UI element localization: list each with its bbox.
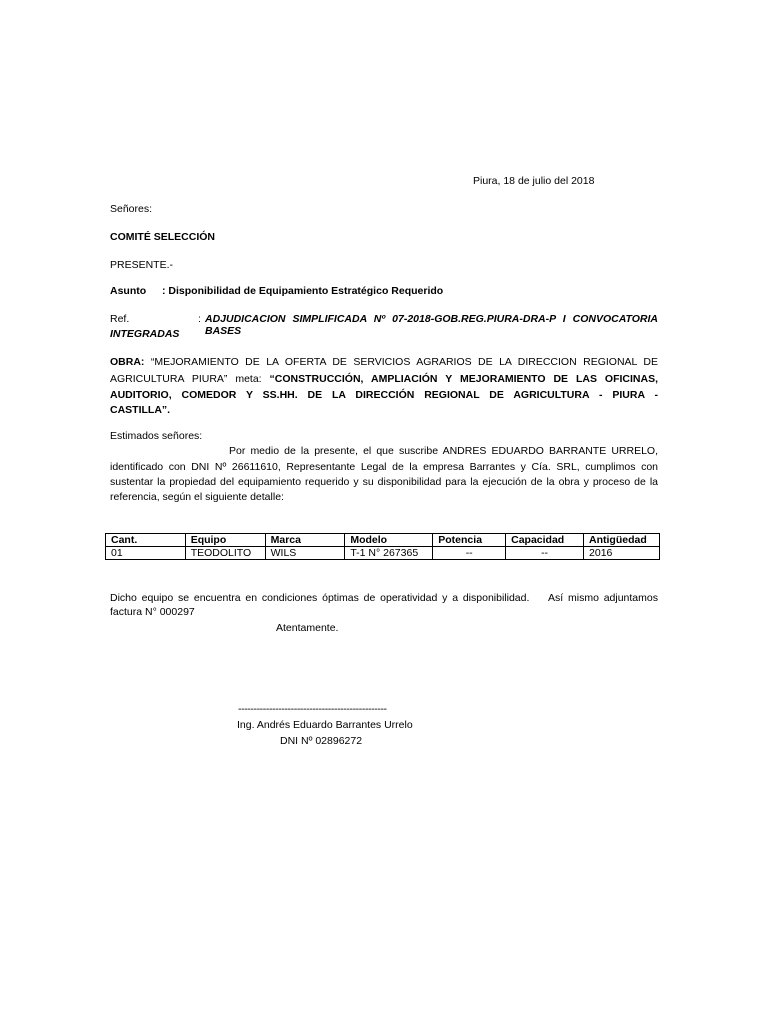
obra-line-1-text: “MEJORAMIENTO DE LA OFERTA DE SERVICIOS AGRARIOS DE LA DIRECCION REGIONAL DE (150, 356, 658, 368)
obra-line-2 (110, 372, 658, 387)
cell-capacidad: -- (506, 547, 584, 560)
obra-line-4: CASTILLA”. (110, 404, 171, 416)
place-date: Piura, 18 de julio del 2018 (473, 175, 595, 187)
signature-line: ------------------------------------------------ (238, 703, 387, 715)
signer-name: Ing. Andrés Eduardo Barrantes Urrelo (237, 719, 413, 731)
header-capacidad: Capacidad (506, 534, 584, 547)
obra-line-1 (110, 355, 658, 370)
reference-colon: : (198, 313, 201, 325)
body-greeting: Estimados señores: (110, 430, 203, 442)
present-line: PRESENTE.- (110, 259, 174, 271)
signer-dni: DNI Nº 02896272 (280, 735, 363, 747)
cell-modelo: T-1 N° 267365 (345, 547, 433, 560)
reference-line-2: INTEGRADAS (110, 328, 180, 340)
reference-line-1: ADJUDICACION SIMPLIFICADA Nº 07-2018-GOB.REG.PIURA-DRA-P I CONVOCATORIA BASES (205, 313, 658, 337)
equipment-table (105, 533, 660, 560)
cell-marca: WILS (265, 547, 345, 560)
obra-line-2-bold: “CONSTRUCCIÓN, AMPLIACIÓN Y MEJORAMIENTO DE LAS OFICINAS, (269, 373, 658, 385)
cell-antiguedad: 2016 (584, 547, 660, 560)
subject-text: : Disponibilidad de Equipamiento Estratégico Requerido (162, 285, 444, 297)
header-marca: Marca (265, 534, 345, 547)
closing-line-2: factura N° 000297 (110, 606, 195, 618)
reference-label: Ref. (110, 313, 130, 325)
cell-cant: 01 (106, 547, 186, 560)
closing-regards: Atentamente. (276, 622, 339, 634)
obra-line-2-text: AGRICULTURA PIURA” meta: (110, 373, 262, 385)
closing-line-1: Dicho equipo se encuentra en condiciones óptimas de operatividad y a disponibilidad. Así mismo adjuntamos (110, 592, 658, 604)
header-potencia: Potencia (433, 534, 506, 547)
body-line-2: identificado con DNI Nº 26611610, Representante Legal de la empresa Barrantes y Cía. SRL, cumplimos con (110, 461, 658, 473)
header-cant: Cant. (106, 534, 186, 547)
committee-name: COMITÉ SELECCIÓN (110, 231, 216, 243)
header-modelo: Modelo (345, 534, 433, 547)
body-line-4: referencia, según el siguiente detalle: (110, 491, 284, 503)
table-header-row (106, 534, 660, 547)
cell-equipo: TEODOLITO (185, 547, 265, 560)
table-row (106, 547, 660, 560)
subject-label: Asunto (110, 285, 147, 297)
obra-label: OBRA: (110, 356, 145, 368)
body-line-3: sustentar la propiedad del equipamiento requerido y su disponibilidad para la ejecución de la obra y proceso de la (110, 476, 658, 488)
salutation: Señores: (110, 203, 153, 215)
obra-line-3: AUDITORIO, COMEDOR Y SS.HH. DE LA DIRECCIÓN REGIONAL DE AGRICULTURA - PIURA - (110, 389, 658, 401)
cell-potencia: -- (433, 547, 506, 560)
header-equipo: Equipo (185, 534, 265, 547)
body-line-1: Por medio de la presente, el que suscribe ANDRES EDUARDO BARRANTE URRELO, (229, 445, 658, 457)
header-antiguedad: Antigüedad (584, 534, 660, 547)
